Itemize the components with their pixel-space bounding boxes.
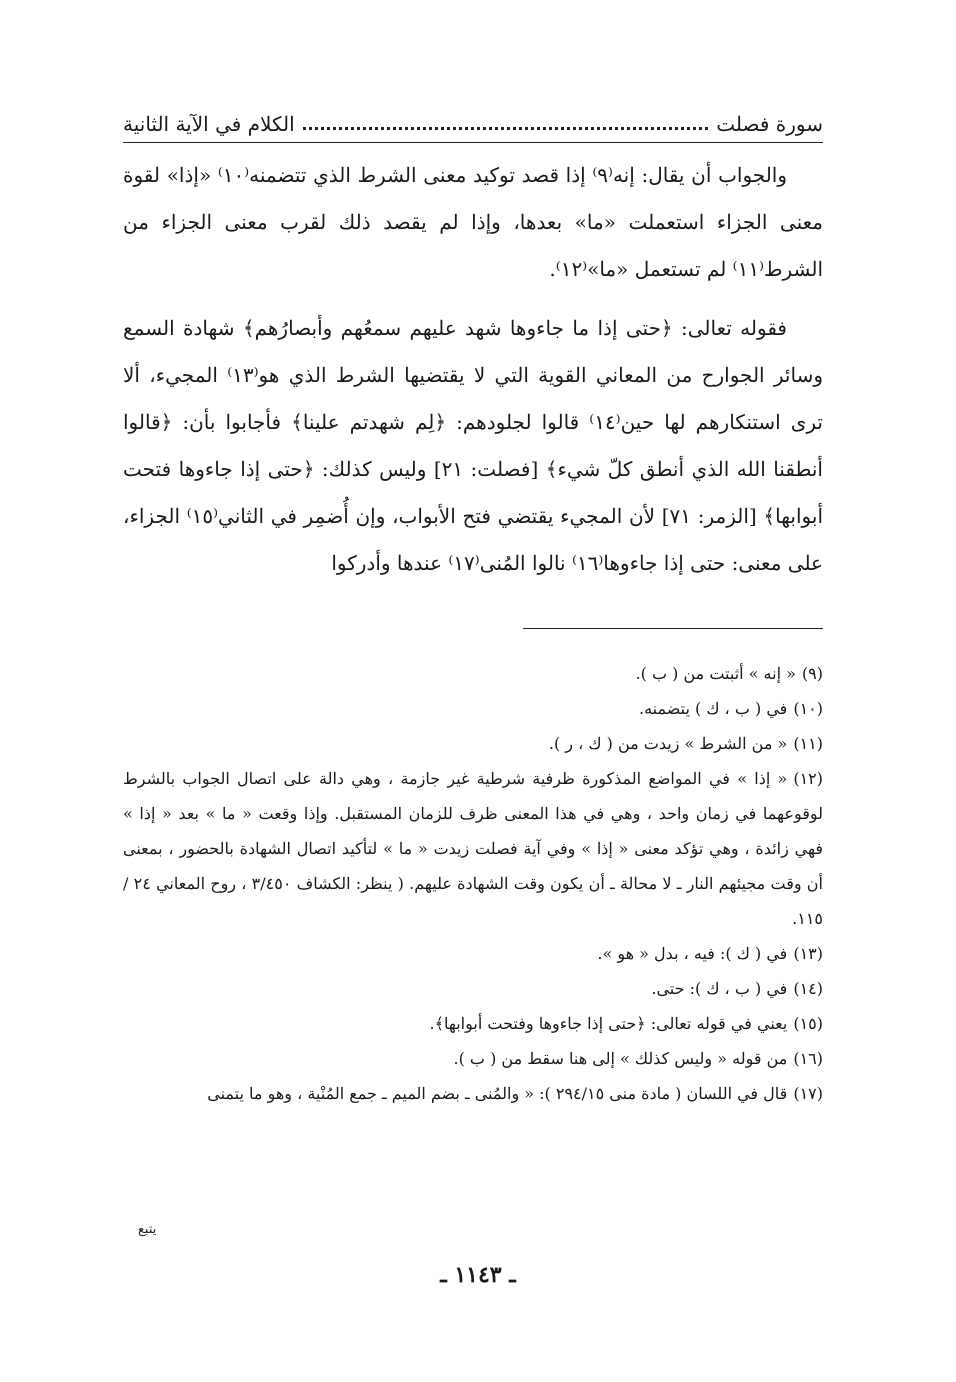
footnote-separator — [523, 628, 823, 629]
footnote-number: (١٥) — [793, 1014, 823, 1033]
catchword: يتبع — [138, 1222, 157, 1237]
footnote-text: قال في اللسان ( مادة منى ٢٩٤/١٥ ): « والمُنى ـ بضم الميم ـ جمع المُنْية ، وهو ما يتمنى — [207, 1084, 788, 1103]
footnote-12 — [123, 761, 823, 936]
footnote-14 — [123, 971, 823, 1006]
header-rule — [123, 142, 823, 143]
footnote-text: من قوله « وليس كذلك » إلى هنا سقط من ( ب ). — [453, 1049, 788, 1068]
header-section-title: الكلام في الآية الثانية — [123, 112, 295, 136]
header-surah-title: سورة فصلت — [716, 112, 823, 136]
footnote-number: (١٤) — [793, 979, 823, 998]
body-paragraph-2: فقوله تعالى: ﴿حتى إذا ما جاءوها شهد عليهم سمعُهم وأبصارُهم﴾ شهادة السمع وسائر الجوارح من المعاني القوية التي لا يقتضيها الشرط الذي هو⁽١٣⁾ المجيء، ألا ترى استنكارهم لها حين⁽١٤⁾ قالوا لجلودهم: ﴿لِم شهدتم علينا﴾ فأجابوا بأن: ﴿قالوا أنطقنا الله الذي أنطق كلّ شيء﴾ [فصلت: ٢١] وليس كذلك: ﴿حتى إذا جاءوها فتحت أبوابها﴾ [الزمر: ٧١] لأن المجيء يقتضي فتح الأبواب، وإن أُضمِر في الثاني⁽١٥⁾ الجزاء، على معنى: حتى إذا جاءوها⁽١٦⁾ نالوا المُنى⁽١٧⁾ عندها وأدركوا — [123, 316, 824, 575]
footnote-number: (١١) — [793, 734, 823, 753]
footnote-11 — [123, 726, 823, 761]
footnote-text: في ( ب ، ك ) يتضمنه. — [639, 699, 788, 718]
footnote-text: « إنه » أثبتت من ( ب ). — [635, 664, 796, 683]
footnote-text: في ( ك ): فيه ، بدل « هو ». — [597, 944, 788, 963]
footnote-9 — [123, 656, 823, 691]
body-paragraph-1: والجواب أن يقال: إنه⁽٩⁾ إذا قصد توكيد معنى الشرط الذي تتضمنه⁽١٠⁾ «إذا» لقوة معنى الجزاء استعملت «ما» بعدها، وإذا لم يقصد ذلك لقرب معنى الجزاء من الشرط⁽١١⁾ لم تستعمل «ما»⁽١٢⁾. — [123, 163, 823, 281]
footnote-text: يعني في قوله تعالى: ﴿حتى إذا جاءوها وفتحت أبوابها﴾. — [429, 1014, 788, 1033]
footnote-number: (١٣) — [793, 944, 823, 963]
main-text — [123, 152, 823, 587]
footnote-number: (١٧) — [793, 1084, 823, 1103]
footnote-17 — [123, 1076, 823, 1111]
footnote-number: (١٦) — [793, 1049, 823, 1068]
footnote-text: في ( ب ، ك ): حتى. — [651, 979, 788, 998]
footnote-10 — [123, 691, 823, 726]
footnote-number: (٩) — [801, 664, 823, 683]
footnotes-section — [123, 656, 823, 1111]
header-dot-leader — [303, 127, 709, 130]
footnote-text: « إذا » في المواضع المذكورة ظرفية شرطية غير جازمة ، وهي دالة على اتصال الجواب بالشرط لوقوعهما في زمان واحد ، وهي في هذا المعنى ظرف للزمان المستقبل. وإذا وقعت « ما » بعد « إذا » فهي زائدة ، وهي تؤكد معنى « إذا » وفي آية فصلت زيدت « ما » لتأكيد اتصال الشهادة بالحضور ، بمعنى أن وقت مجيئهم النار ـ لا محالة ـ أن يكون وقت الشهادة عليهم. ( ينظر: الكشاف ٣/٤٥٠ ، روح المعاني ٢٤ /١١٥. — [123, 769, 824, 928]
footnote-number: (١٢) — [793, 769, 823, 788]
footnote-text: « من الشرط » زيدت من ( ك ، ر ). — [548, 734, 788, 753]
footnote-15 — [123, 1006, 823, 1041]
page-number: ـ ١١٤٣ ـ — [440, 1262, 516, 1288]
footnote-number: (١٠) — [793, 699, 823, 718]
footnote-13 — [123, 936, 823, 971]
footnote-16 — [123, 1041, 823, 1076]
running-header — [123, 100, 823, 136]
